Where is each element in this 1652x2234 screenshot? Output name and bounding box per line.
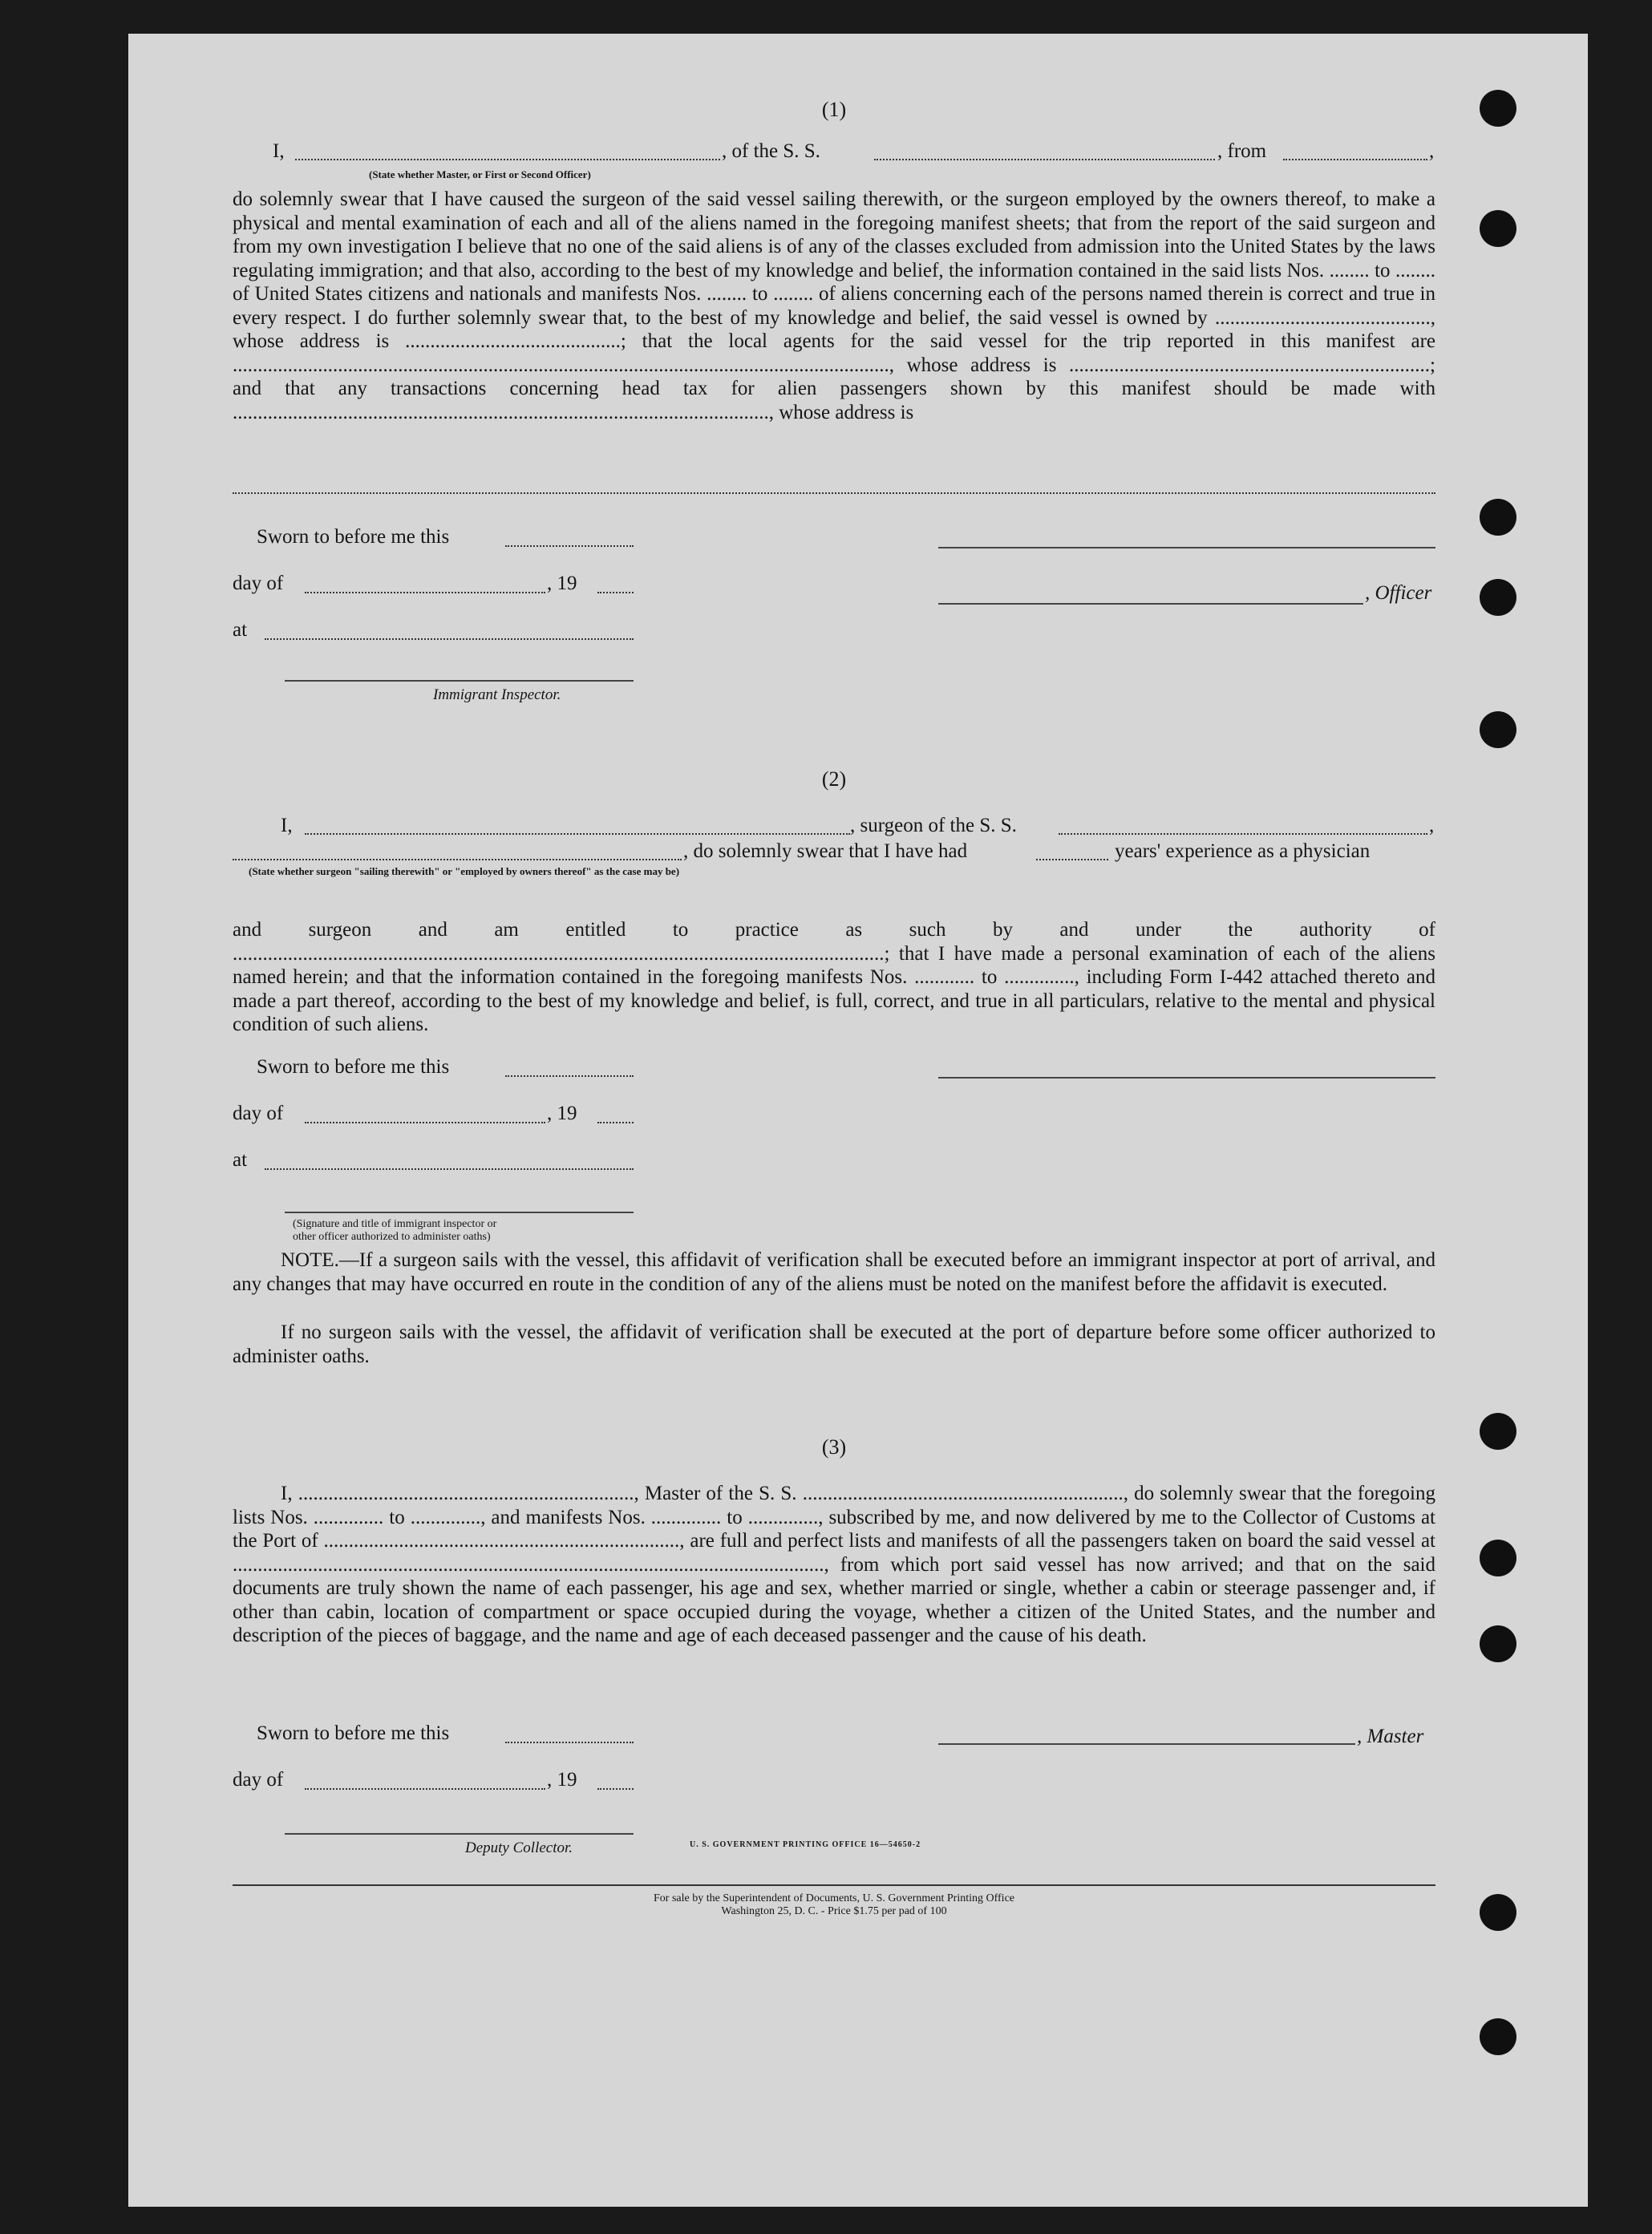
- sworn-date-field[interactable]: [505, 545, 634, 547]
- surgeon-oath-body: and surgeon and am entitled to practice as such by and under the authority of ..................................................................................................................................; that I have made a personal examination of each of the aliens named herein; and that the information contained in the foregoing manifests Nos. ............ to .............., including Form I-442 attached thereto and made a part thereof, according to the best of my knowledge and belief, is full, correct, and true in all particulars, relative to the mental and physical condition of such aliens.: [233, 919, 1435, 1035]
- note-paragraph-1: NOTE.—If a surgeon sails with the vessel, this affidavit of verification shall be executed before an immigrant inspector at port of arrival, and any changes that may have occurred en route in the condition of any of the aliens must be noted on the manifest before the affidavit is executed.: [233, 1249, 1435, 1295]
- officer-rank-caption: (State whether Master, or First or Second Officer): [369, 168, 591, 180]
- deputy-signature-line[interactable]: [285, 1833, 634, 1835]
- master-signature-line[interactable]: [938, 1743, 1355, 1745]
- year-label: , 19: [547, 1103, 577, 1124]
- at-place-field[interactable]: [265, 1168, 634, 1170]
- at-label: at: [233, 1149, 248, 1171]
- collector-oath-body: I, ..................................................................., Master of the S. S. ................................................................, do solemnly swear that the foregoing lists Nos. .............. to .............., and manifests Nos. .............. to .............., subscribed by me, and now delivered by me to the Collector of Customs at the Port of ......................................................................., are full and perfect lists and manifests of all the passengers taken on board the said vessel at ......................................................................................................................, from which port said vessel has now arrived; and that on the said documents are truly shown the name of each passenger, his age and sex, whether married or single, whether a cabin or steerage passenger and, if other than cabin, location of compartment or space occupied during the voyage, whether a citizen of the United States, and the number and description of the pieces of baggage, and the name and age of each deceased passenger and the cause of his death.: [233, 1483, 1435, 1646]
- section-number: (3): [821, 1435, 847, 1459]
- binder-hole: [1480, 579, 1516, 616]
- master-oath-body: do solemnly swear that I have caused the surgeon of the said vessel sailing therewith, or the surgeon employed by the owners thereof, to make a physical and mental examination of each and all of the aliens named in the foregoing manifest sheets; that from the report of the said surgeon and from my own investigation I believe that no one of the said aliens is of any of the classes excluded from admission into the United States by the laws regulating immigration; and that also, according to the best of my knowledge and belief, the information contained in the said lists Nos. ........ to ........ of United States citizens and nationals and manifests Nos. ........ to ........ of aliens concerning each of the persons named therein is correct and true in every respect. I do further solemnly swear that, to the best of my knowledge and belief, the said vessel is owned by ..........................................., whose address is ...........................................; that the local agents for the said vessel for the trip reported in this manifest are ..................................................................................................................................., whose address is ........................................................................; and that any transactions concerning head tax for alien passengers shown by this manifest should be made with ..........................................................................................................., whose address is: [233, 188, 1435, 423]
- sale-notice-line-1: For sale by the Superintendent of Documents, U. S. Government Printing Office: [654, 1892, 1014, 1904]
- tax-address-field[interactable]: [233, 492, 1435, 494]
- binder-hole: [1480, 1413, 1516, 1450]
- sworn-label: Sworn to before me this: [257, 526, 450, 548]
- oath-i-label: I,: [273, 140, 285, 162]
- binder-hole: [1480, 210, 1516, 247]
- sworn-label: Sworn to before me this: [257, 1722, 450, 1744]
- surgeon-name-field[interactable]: [305, 833, 850, 835]
- section-number: (2): [821, 767, 847, 791]
- binder-hole: [1480, 2018, 1516, 2055]
- of-ss-label: , of the S. S.: [722, 140, 820, 162]
- footer-sale-notice: [233, 1892, 1435, 1924]
- signature-caption-line-1: (Signature and title of immigrant inspector or: [293, 1218, 497, 1230]
- at-label: at: [233, 619, 248, 641]
- sworn-label: Sworn to before me this: [257, 1056, 450, 1078]
- years-experience-field[interactable]: [1036, 859, 1108, 860]
- day-of-label: day of: [233, 1769, 284, 1791]
- binder-hole: [1480, 90, 1516, 127]
- years-experience-label: years' experience as a physician: [1115, 840, 1371, 862]
- year-label: , 19: [547, 573, 577, 594]
- day-month-field[interactable]: [305, 1788, 545, 1790]
- day-of-label: day of: [233, 1103, 284, 1124]
- line-end: ,: [1429, 140, 1435, 162]
- surgeon-vessel-field[interactable]: [1059, 833, 1427, 835]
- year-field[interactable]: [597, 1122, 634, 1123]
- printing-office-code: U. S. GOVERNMENT PRINTING OFFICE 16—54650-2: [690, 1840, 921, 1849]
- surgeon-signature-line[interactable]: [938, 1077, 1435, 1079]
- deputy-collector-label: Deputy Collector.: [465, 1839, 573, 1856]
- binder-hole: [1480, 1540, 1516, 1576]
- day-month-field[interactable]: [305, 592, 545, 593]
- binder-hole: [1480, 1894, 1516, 1931]
- departure-port-field[interactable]: [1283, 159, 1427, 160]
- note-paragraph-2: If no surgeon sails with the vessel, the affidavit of verification shall be executed at the port of departure before some officer authorized to administer oaths.: [233, 1321, 1435, 1367]
- officer-label: , Officer: [1365, 582, 1432, 604]
- sworn-date-field[interactable]: [505, 1075, 634, 1077]
- sworn-date-field[interactable]: [505, 1742, 634, 1743]
- officer-title-line[interactable]: [938, 603, 1363, 605]
- year-field[interactable]: [597, 592, 634, 593]
- section-number: (1): [821, 98, 847, 121]
- day-of-label: day of: [233, 573, 284, 594]
- officer-signature-line[interactable]: [938, 547, 1435, 548]
- footer-rule: [233, 1884, 1435, 1886]
- form-page: [128, 34, 1588, 2207]
- inspector-label: Immigrant Inspector.: [433, 686, 561, 703]
- line-end: ,: [1429, 815, 1435, 836]
- inspector-signature-line[interactable]: [285, 1212, 634, 1213]
- surgeon-status-caption: (State whether surgeon "sailing therewith" or "employed by owners thereof" as the case may be): [249, 865, 680, 877]
- surgeon-status-field[interactable]: [233, 859, 682, 860]
- oath-i-label: I,: [281, 815, 293, 836]
- from-label: , from: [1217, 140, 1267, 162]
- inspector-signature-line[interactable]: [285, 680, 634, 682]
- binder-hole: [1480, 499, 1516, 536]
- day-month-field[interactable]: [305, 1122, 545, 1123]
- sale-notice-line-2: Washington 25, D. C. - Price $1.75 per pad of 100: [721, 1905, 947, 1917]
- swear-had-label: , do solemnly swear that I have had: [683, 840, 968, 862]
- binder-hole: [1480, 711, 1516, 748]
- officer-rank-field[interactable]: [295, 159, 720, 160]
- vessel-name-field[interactable]: [874, 159, 1215, 160]
- signature-caption-line-2: other officer authorized to administer oaths): [293, 1231, 491, 1243]
- master-label: , Master: [1357, 1726, 1424, 1747]
- surgeon-of-ss-label: , surgeon of the S. S.: [850, 815, 1017, 836]
- year-field[interactable]: [597, 1788, 634, 1790]
- binder-hole: [1480, 1625, 1516, 1662]
- year-label: , 19: [547, 1769, 577, 1791]
- at-place-field[interactable]: [265, 638, 634, 640]
